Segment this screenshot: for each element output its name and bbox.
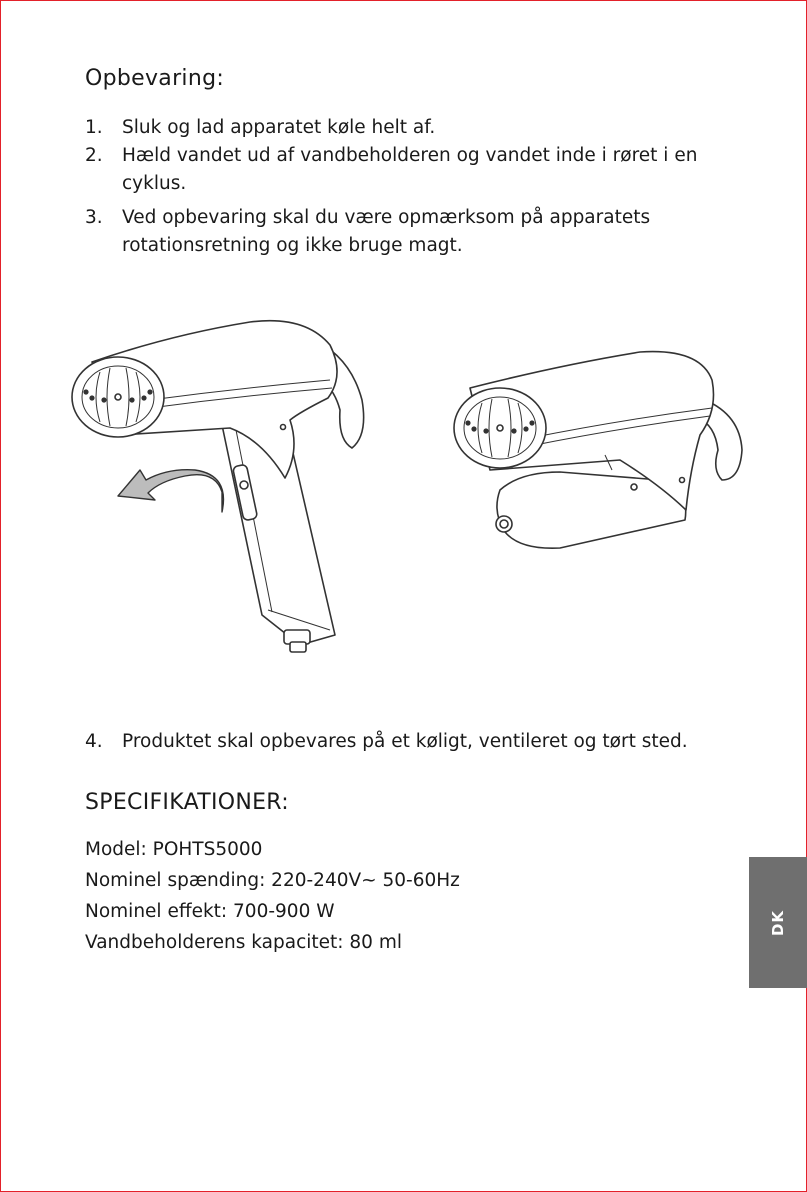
storage-steps-list-continued xyxy=(85,728,765,756)
step-text: Produktet skal opbevares på et køligt, ventileret og tørt sted. xyxy=(122,731,688,752)
steamer-illustration xyxy=(0,300,807,670)
rotation-arrow-icon xyxy=(118,470,223,512)
step-number: 4. xyxy=(85,731,103,752)
storage-steps-list xyxy=(85,114,735,260)
storage-heading: Opbevaring: xyxy=(85,66,225,91)
step-number: 2. xyxy=(85,145,103,166)
storage-step-3 xyxy=(85,204,735,260)
spec-power: Nominel effekt: 700-900 W xyxy=(85,901,335,922)
spec-voltage: Nominel spænding: 220-240V~ 50-60Hz xyxy=(85,870,460,891)
language-tab-label: DK xyxy=(768,909,787,936)
storage-step-2 xyxy=(85,142,735,198)
steamer-unfolded-icon xyxy=(72,321,364,652)
step-text: Sluk og lad apparatet køle helt af. xyxy=(122,117,436,138)
language-tab xyxy=(749,857,807,988)
specifications-heading: SPECIFIKATIONER: xyxy=(85,790,289,815)
storage-step-1 xyxy=(85,114,735,142)
steamer-folded-icon xyxy=(454,352,742,549)
step-text: Hæld vandet ud af vandbeholderen og vandet inde i røret i en cyklus. xyxy=(122,145,698,194)
storage-step-4 xyxy=(85,728,765,756)
step-text: Ved opbevaring skal du være opmærksom på apparatets rotationsretning og ikke bruge magt. xyxy=(122,207,651,256)
spec-capacity: Vandbeholderens kapacitet: 80 ml xyxy=(85,932,402,953)
step-number: 1. xyxy=(85,117,103,138)
step-number: 3. xyxy=(85,207,103,228)
spec-model: Model: POHTS5000 xyxy=(85,839,263,860)
